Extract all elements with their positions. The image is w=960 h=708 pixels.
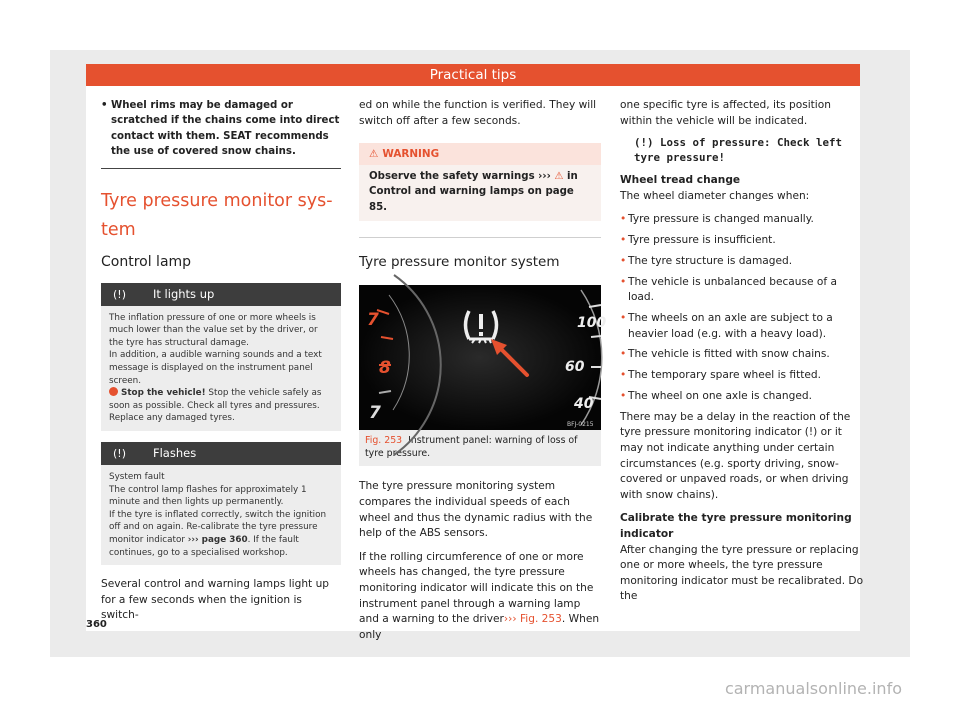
section-title: Tyre pressure monitor sys- tem	[101, 190, 333, 240]
cause-list	[620, 212, 865, 404]
page-number: 360	[86, 619, 107, 630]
rolling-paragraph: If the rolling circumference of one or more wheels has changed, the tyre pressure monitoring indicator will indicate this on the instrument panel through a warning lamp and a warning to the driver››› Fig. 253. When only	[359, 550, 600, 641]
list-item: • The temporary spare wheel is fitted.	[620, 368, 865, 384]
list-item: • The vehicle is fitted with snow chains.	[620, 347, 865, 363]
list-item: • Tyre pressure is changed manually.	[620, 212, 865, 228]
calibrate-heading: Calibrate the tyre pressure monitoring indicator	[620, 512, 852, 540]
display-message: (!) Loss of pressure: Check left tyre pressure!	[634, 136, 843, 165]
column-middle	[359, 98, 607, 643]
wheel-tread-intro: The wheel diameter changes when:	[620, 189, 810, 202]
tyre-pressure-warning-icon: (!)	[804, 426, 818, 439]
calibrate-paragraph: After changing the tyre pressure or replacing one or more wheels, the tyre pressure monitoring indicator must be recalibrated. Do the	[620, 543, 864, 603]
list-item: • The vehicle is unbalanced because of a load.	[620, 275, 837, 304]
page-link[interactable]: ››› page 360	[187, 534, 248, 545]
gauge-tick	[591, 336, 601, 337]
lamp-lights-up-header: (!) It lights up	[101, 283, 341, 306]
gauge-label: 7	[367, 309, 379, 330]
bullet-icon: •	[620, 254, 627, 267]
warning-text: Observe the safety warnings ››› ⚠ in Control and warning lamps on page 85.	[359, 165, 601, 221]
warning-triangle-icon: ⚠	[554, 171, 564, 183]
ignition-continued: ed on while the function is verified. They will switch off after a few seconds.	[359, 99, 597, 127]
stop-icon	[109, 387, 118, 396]
gauge-label: 40	[574, 395, 594, 412]
figure-caption: Fig. 253 Instrument panel: warning of loss of tyre pressure.	[359, 430, 601, 467]
column-left	[101, 98, 341, 624]
instrument-panel-illustration	[359, 285, 607, 430]
tyre-pressure-warning-icon: (!)	[113, 446, 126, 460]
bullet-icon: •	[620, 369, 627, 382]
gauge-label: 100	[577, 314, 607, 331]
wheel-tread-heading: Wheel tread change	[620, 174, 741, 187]
note-divider	[101, 168, 341, 169]
list-item: • The wheel on one axle is changed.	[620, 389, 865, 405]
position-paragraph: one specific tyre is affected, its position within the vehicle will be indicated.	[620, 99, 831, 127]
bullet-icon: •	[620, 390, 627, 403]
section-header: Practical tips	[86, 64, 860, 86]
instrument-panel-figure	[359, 285, 607, 430]
ignition-paragraph: Several control and warning lamps light up for a few seconds when the ignition is switch-	[101, 578, 330, 622]
bullet-icon: •	[620, 213, 627, 226]
snow-chain-note: • Wheel rims may be damaged or scratched if the chains come into direct contact with them. SEAT recommends the use of covered snow chains.	[101, 100, 340, 158]
figure-code: BFJ-0215	[567, 420, 594, 428]
subsection-title: Tyre pressure monitor system	[359, 253, 560, 270]
watermark: carmanualsonline.info	[724, 679, 902, 698]
abs-paragraph: The tyre pressure monitoring system compares the individual speeds of each wheel and thus the dynamic radius with the help of the ABS sensors.	[359, 480, 593, 540]
gauge-label: 8	[379, 357, 391, 378]
gauge-label: 7	[369, 402, 381, 423]
bullet-icon: •	[620, 234, 627, 247]
tyre-pressure-warning-icon: (!)	[113, 287, 126, 301]
lamp-flashes-body: System fault The control lamp flashes for approximately 1 minute and then lights up permanently. If the tyre is inflated correctly, switch the ignition off and on again. Re-calibrate the tyre pressure monitor indicator ››› page 360. If the fault continues, go to a specialised workshop.	[101, 465, 341, 565]
gauge-label: 60	[565, 358, 585, 375]
section-divider	[359, 237, 601, 238]
bullet-icon: •	[101, 100, 108, 111]
column-right	[620, 98, 865, 605]
list-item: • The tyre structure is damaged.	[620, 254, 865, 270]
delay-paragraph: There may be a delay in the reaction of the tyre pressure monitoring indicator (!) or it may not indicate anything under certain circumstances (e.g. sporty driving, snow-covered or unpaved roads, or when driving with snow chains).	[620, 410, 851, 501]
list-item: • Tyre pressure is insufficient.	[620, 233, 865, 249]
list-item: • The wheels on an axle are subject to a heavier load (e.g. with a heavy load).	[620, 312, 833, 340]
control-lamp-title: Control lamp	[101, 253, 192, 270]
lamp-flashes-header: (!) Flashes	[101, 442, 341, 465]
figure-link[interactable]: ››› Fig. 253	[503, 613, 562, 626]
bullet-icon: •	[620, 312, 627, 325]
warning-box	[359, 143, 601, 221]
lamp-lights-up-body: The inflation pressure of one or more wheels is much lower than the value set by the driver, or the tyre has structural damage. In addition, a audible warning sounds and a text message is displayed on the instrument panel screen. Stop the vehicle! Stop the vehicle safely as soon as possible. Check all tyres and pressures. Replace any damaged tyres.	[101, 306, 341, 431]
bullet-icon: •	[620, 275, 627, 288]
tyre-pressure-warning-icon: (!)	[634, 136, 654, 150]
warning-header: ⚠ WARNING	[359, 143, 601, 165]
bullet-icon: •	[620, 348, 627, 361]
warning-triangle-icon: ⚠	[369, 148, 379, 161]
